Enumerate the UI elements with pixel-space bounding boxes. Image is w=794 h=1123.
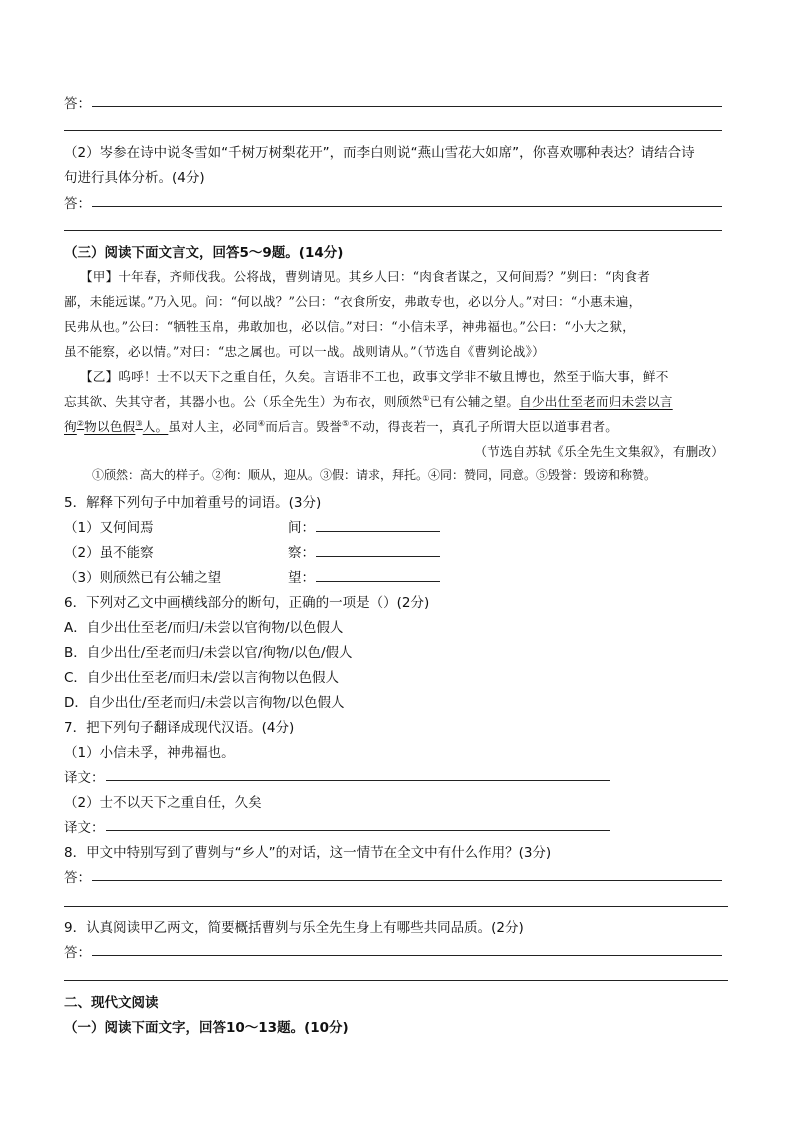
answer-label: 答：: [64, 96, 91, 112]
passage-jia-line: 虽不能察，必以情。”对曰：“忠之属也。可以一战。战则请从。”（节选自《曹刿论战》）: [64, 344, 545, 359]
note-marker: ①: [422, 394, 430, 403]
question-9: 9．认真阅读甲乙两文，简要概括曹刿与乐全先生身上有哪些共同品质。(2分): [64, 920, 524, 936]
passage-yi-line: [64, 391, 673, 410]
passage-source: （节选自苏轼《乐全先生文集叙》，有删改）: [474, 444, 724, 459]
answer-label: 答：: [64, 870, 91, 886]
answer-line[interactable]: [92, 206, 722, 207]
passage-jia-line: 鄙，未能远谋。”乃入见。问：“何以战？”公曰：“衣食所安，弗敢专也，必以分人。”对曰：“小惠未遍，: [64, 294, 642, 309]
question-8: 8．甲文中特别写到了曹刿与“乡人”的对话，这一情节在全文中有什么作用？(3分): [64, 845, 552, 861]
q6-option-a[interactable]: A．自少出仕至老/而归/未尝以官徇物/以色假人: [64, 620, 344, 636]
q5-item-word: 间：: [288, 520, 315, 536]
section-heading: （一）阅读下面文字，回答10～13题。(10分): [64, 1020, 349, 1036]
q5-item-word: 望：: [288, 570, 315, 586]
translation-label: 译文：: [64, 820, 105, 836]
q5-item-sentence: （3）则颀然已有公辅之望: [64, 570, 222, 586]
question-5: 5．解释下列句子中加着重号的词语。(3分): [64, 495, 322, 511]
fill-blank-line[interactable]: [316, 531, 440, 532]
question-4-2: （2）岑参在诗中说冬雪如“千树万树梨花开”，而李白则说“燕山雪花大如席”，你喜欢哪种表达？请结合诗: [64, 145, 695, 161]
underlined-sentence: 物以色假: [84, 419, 136, 434]
answer-line[interactable]: [92, 106, 722, 107]
q7-sub-2: （2）士不以天下之重自任，久矣: [64, 795, 262, 811]
question-7: 7．把下列句子翻译成现代汉语。(4分): [64, 720, 295, 736]
q6-option-c[interactable]: C．自少出仕至老/而归未/尝以言徇物以色假人: [64, 670, 340, 686]
passage-yi-text: 忘其欲、失其守者，其器小也。公（乐全先生）为布衣，则颀然: [64, 394, 423, 409]
note-marker: ⑤: [342, 419, 350, 428]
annotations: ①颀然：高大的样子。②徇：顺从，迎从。③假：请求，拜托。④同：赞同，同意。⑤毁誉：毁谤和称赞。: [92, 468, 657, 482]
underlined-sentence: 人。: [142, 419, 169, 434]
passage-yi-line: 【乙】呜呼！士不以天下之重自任，久矣。言语非不工也，政事文学非不敏且博也，然至于临大事，鲜不: [80, 369, 669, 384]
q5-item-sentence: （1）又何间焉: [64, 520, 154, 536]
q5-item-sentence: （2）虽不能察: [64, 545, 154, 561]
question-4-2-cont: 句进行具体分析。(4分): [64, 170, 205, 186]
fill-blank-line[interactable]: [316, 556, 440, 557]
answer-label: 答：: [64, 945, 91, 961]
q5-item-word: 察：: [288, 545, 315, 561]
passage-yi-text: 不动，得丧若一，真孔子所谓大臣以道事君者。: [349, 419, 619, 434]
passage-yi-text: 虽对人主，必同: [168, 419, 258, 434]
answer-line[interactable]: [64, 130, 722, 131]
answer-line[interactable]: [92, 955, 722, 956]
q6-option-b[interactable]: B．自少出仕/至老而归/未尝以官/徇物/以色/假人: [64, 645, 353, 661]
answer-line[interactable]: [106, 780, 610, 781]
translation-label: 译文：: [64, 770, 105, 786]
passage-yi-line: [64, 416, 618, 435]
answer-line[interactable]: [106, 830, 610, 831]
note-marker: ②: [76, 419, 85, 428]
underlined-sentence: 自少出仕至老而归未尝以言: [519, 394, 673, 409]
answer-line[interactable]: [92, 880, 722, 881]
underlined-sentence: 徇: [64, 419, 77, 434]
passage-yi-text: 而后言。毁誉: [265, 419, 343, 434]
answer-label: 答：: [64, 196, 91, 212]
passage-jia-line: 【甲】十年春，齐师伐我。公将战，曹刿请见。其乡人曰：“肉食者谋之，又何间焉？”刿曰：“肉食者: [80, 269, 651, 284]
q7-sub-1: （1）小信未孚，神弗福也。: [64, 745, 235, 761]
note-marker: ④: [257, 419, 266, 428]
note-marker: ③: [135, 419, 143, 428]
answer-line[interactable]: [64, 980, 728, 981]
answer-line[interactable]: [64, 230, 722, 231]
answer-line[interactable]: [64, 906, 728, 907]
part-heading: 二、现代文阅读: [64, 995, 159, 1011]
section-heading: （三）阅读下面文言文，回答5～9题。(14分): [64, 245, 344, 261]
fill-blank-line[interactable]: [316, 581, 440, 582]
passage-jia-line: 民弗从也。”公曰：“牺牲玉帛，弗敢加也，必以信。”对曰：“小信未孚，神弗福也。”公曰：“小大之狱，: [64, 319, 636, 334]
q6-option-d[interactable]: D．自少出仕/至老而归/未尝以言徇物/以色假人: [64, 695, 345, 711]
question-6: 6．下列对乙文中画横线部分的断句，正确的一项是（）(2分): [64, 595, 430, 611]
passage-yi-text: 已有公辅之望。: [429, 394, 520, 409]
